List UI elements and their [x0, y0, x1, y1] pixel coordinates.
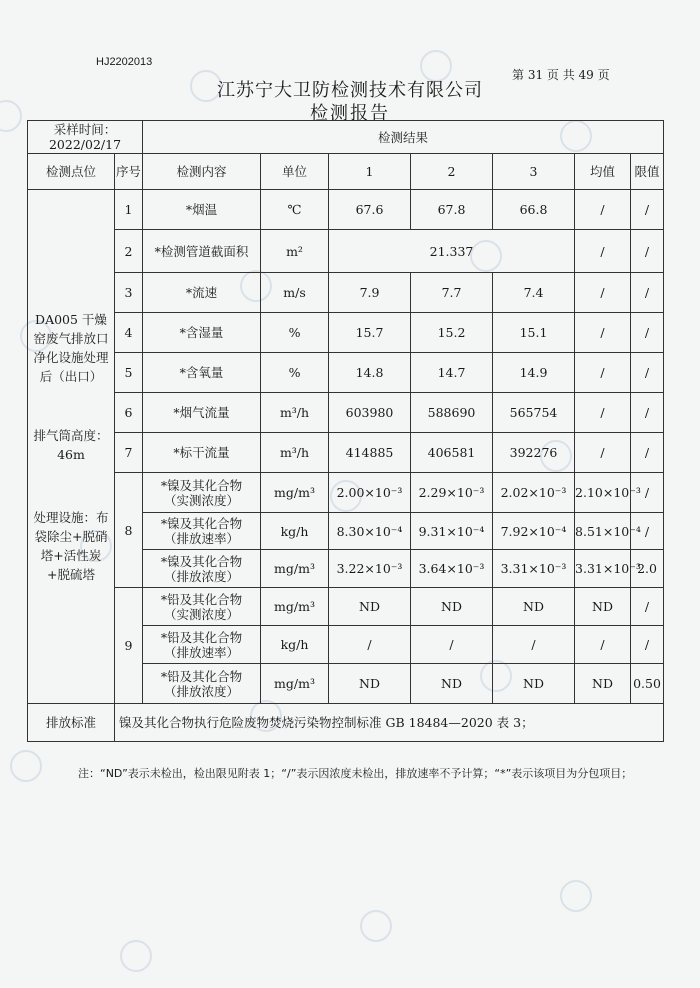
row-unit: mg/m³	[261, 550, 329, 588]
result-table	[27, 120, 664, 742]
row-r2: 2.29×10⁻³	[411, 473, 493, 513]
standard-row	[28, 704, 664, 742]
row-merged-value: 21.337	[329, 230, 575, 273]
row-avg: /	[575, 433, 631, 473]
row-item: *烟气流量	[143, 393, 261, 433]
row-r1: 414885	[329, 433, 411, 473]
point-info-cell	[28, 190, 115, 704]
row-r3: ND	[493, 588, 575, 626]
sampling-time-cell	[28, 121, 143, 154]
row-r2: /	[411, 626, 493, 664]
row-r1: 8.30×10⁻⁴	[329, 513, 411, 550]
row-unit: %	[261, 353, 329, 393]
row-r2: 3.64×10⁻³	[411, 550, 493, 588]
row-seq: 1	[115, 190, 143, 230]
row-unit: m³/h	[261, 433, 329, 473]
row-r1: 14.8	[329, 353, 411, 393]
watermark-seal-icon	[360, 910, 392, 942]
row-r1: 2.00×10⁻³	[329, 473, 411, 513]
row-r3: 15.1	[493, 313, 575, 353]
row-r3: 392276	[493, 433, 575, 473]
sampling-time-label: 采样时间：	[53, 122, 117, 137]
row-unit: mg/m³	[261, 664, 329, 704]
row-avg: /	[575, 230, 631, 273]
row-r2: ND	[411, 588, 493, 626]
table-row	[28, 273, 664, 313]
group-seq: 9	[115, 588, 143, 704]
row-unit: %	[261, 313, 329, 353]
row-item: *镍及其化合物（排放浓度）	[143, 550, 261, 588]
row-r2: 7.7	[411, 273, 493, 313]
row-seq: 6	[115, 393, 143, 433]
row-limit: /	[631, 190, 664, 230]
row-r3: 14.9	[493, 353, 575, 393]
row-item: *烟温	[143, 190, 261, 230]
row-item: *检测管道截面积	[143, 230, 261, 273]
row-avg: /	[575, 626, 631, 664]
header-limit: 限值	[631, 154, 664, 190]
row-unit: m³/h	[261, 393, 329, 433]
table-row	[28, 588, 664, 626]
table-row	[28, 190, 664, 230]
row-r2: 588690	[411, 393, 493, 433]
watermark-seal-icon	[10, 750, 42, 782]
row-limit: /	[631, 473, 664, 513]
row-r3: 7.4	[493, 273, 575, 313]
row-r3: 66.8	[493, 190, 575, 230]
row-item: *镍及其化合物（实测浓度）	[143, 473, 261, 513]
row-avg: /	[575, 353, 631, 393]
row-r1: /	[329, 626, 411, 664]
row-limit: /	[631, 393, 664, 433]
standard-value: 镍及其化合物执行危险废物焚烧污染物控制标准 GB 18484—2020 表 3；	[115, 704, 664, 742]
row-item: *标干流量	[143, 433, 261, 473]
row-unit: mg/m³	[261, 473, 329, 513]
row-limit: /	[631, 273, 664, 313]
row-r1: 603980	[329, 393, 411, 433]
row-r3: ND	[493, 664, 575, 704]
footnote: 注：“ND”表示未检出，检出限见附表 1；“/”表示因浓度未检出，排放速率不予计算；“*”表示该项目为分包项目；	[78, 767, 633, 780]
row-avg: ND	[575, 588, 631, 626]
row-item: *含氧量	[143, 353, 261, 393]
treatment-facility: 处理设施：布袋除尘+脱硝塔+活性炭+脱硫塔	[33, 509, 109, 582]
row-item: *铅及其化合物（排放速率）	[143, 626, 261, 664]
row-limit: 2.0	[631, 550, 664, 588]
row-avg: /	[575, 313, 631, 353]
standard-label: 排放标准	[28, 704, 115, 742]
row-seq: 2	[115, 230, 143, 273]
header-r3: 3	[493, 154, 575, 190]
row-r3: 2.02×10⁻³	[493, 473, 575, 513]
row-limit: /	[631, 353, 664, 393]
row-limit: /	[631, 588, 664, 626]
stack-height: 排气筒高度：46m	[33, 427, 109, 462]
table-row	[28, 473, 664, 513]
header-seq: 序号	[115, 154, 143, 190]
row-r2: ND	[411, 664, 493, 704]
header-item: 检测内容	[143, 154, 261, 190]
header-point: 检测点位	[28, 154, 115, 190]
watermark-seal-icon	[120, 940, 152, 972]
result-header: 检测结果	[143, 121, 664, 154]
row-limit: /	[631, 313, 664, 353]
row-avg: 3.31×10⁻³	[575, 550, 631, 588]
table-row	[28, 393, 664, 433]
row-r2: 15.2	[411, 313, 493, 353]
row-r2: 14.7	[411, 353, 493, 393]
row-limit: /	[631, 230, 664, 273]
report-number: HJ2202013	[96, 56, 153, 68]
row-avg: /	[575, 393, 631, 433]
row-limit: /	[631, 433, 664, 473]
row-unit: kg/h	[261, 626, 329, 664]
header-unit: 单位	[261, 154, 329, 190]
row-r3: /	[493, 626, 575, 664]
table-row	[28, 433, 664, 473]
sampling-time-value: 2022/02/17	[48, 137, 122, 152]
table-row	[28, 353, 664, 393]
row-item: *含湿量	[143, 313, 261, 353]
row-r2: 67.8	[411, 190, 493, 230]
row-limit: /	[631, 626, 664, 664]
header-avg: 均值	[575, 154, 631, 190]
report-title: 检测报告	[310, 103, 390, 124]
row-r1: 7.9	[329, 273, 411, 313]
row-r3: 565754	[493, 393, 575, 433]
row-item: *流速	[143, 273, 261, 313]
watermark-seal-icon	[560, 880, 592, 912]
row-seq: 7	[115, 433, 143, 473]
group-seq: 8	[115, 473, 143, 588]
row-r1: ND	[329, 588, 411, 626]
row-unit: m/s	[261, 273, 329, 313]
table-row	[28, 313, 664, 353]
row-unit: m²	[261, 230, 329, 273]
row-unit: mg/m³	[261, 588, 329, 626]
row-item: *铅及其化合物（排放浓度）	[143, 664, 261, 704]
page-number: 第 31 页 共 49 页	[512, 68, 610, 82]
row-avg: 2.10×10⁻³	[575, 473, 631, 513]
row-r3: 3.31×10⁻³	[493, 550, 575, 588]
row-r1: 15.7	[329, 313, 411, 353]
row-avg: /	[575, 273, 631, 313]
row-r2: 406581	[411, 433, 493, 473]
row-avg: /	[575, 190, 631, 230]
point-name: DA005 干燥窑废气排放口净化设施处理后（出口）	[33, 311, 109, 384]
row-avg: 8.51×10⁻⁴	[575, 513, 631, 550]
row-seq: 5	[115, 353, 143, 393]
row-r1: ND	[329, 664, 411, 704]
row-r3: 7.92×10⁻⁴	[493, 513, 575, 550]
row-seq: 3	[115, 273, 143, 313]
row-item: *镍及其化合物（排放速率）	[143, 513, 261, 550]
header-r1: 1	[329, 154, 411, 190]
row-r1: 3.22×10⁻³	[329, 550, 411, 588]
row-limit: 0.50	[631, 664, 664, 704]
row-limit: /	[631, 513, 664, 550]
row-unit: ℃	[261, 190, 329, 230]
row-avg: ND	[575, 664, 631, 704]
row-r2: 9.31×10⁻⁴	[411, 513, 493, 550]
company-name: 江苏宁大卫防检测技术有限公司	[217, 80, 483, 101]
row-seq: 4	[115, 313, 143, 353]
row-unit: kg/h	[261, 513, 329, 550]
header-r2: 2	[411, 154, 493, 190]
row-item: *铅及其化合物（实测浓度）	[143, 588, 261, 626]
table-row	[28, 230, 664, 273]
row-r1: 67.6	[329, 190, 411, 230]
